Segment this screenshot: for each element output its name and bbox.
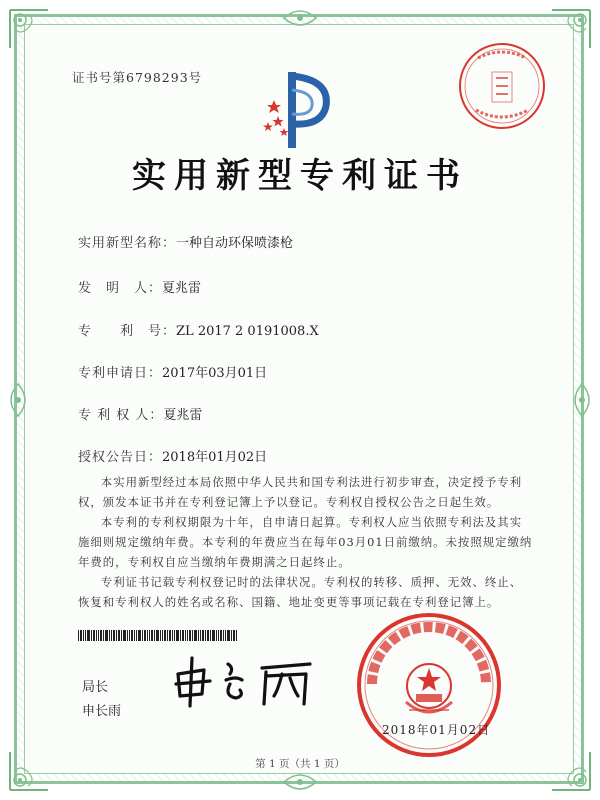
edge-ornament-icon: [572, 382, 592, 418]
page-number: 第 1 页（共 1 页）: [255, 758, 345, 770]
edge-ornament-icon: [8, 382, 28, 418]
field-label: 专利申请日：: [78, 366, 163, 381]
field-value: 一种自动环保喷漆枪: [176, 236, 294, 251]
field-label: 专 利 权 人：: [78, 408, 164, 423]
field-value: 2017年03月01日: [162, 366, 268, 381]
corner-ornament-icon: [548, 6, 594, 52]
body-text: [78, 472, 533, 612]
field-value: 2018年01月02日: [162, 450, 268, 465]
field-application-date: [78, 362, 267, 381]
corner-ornament-icon: [548, 748, 594, 794]
barcode: [78, 630, 238, 641]
issue-date: 2018年01月02日: [382, 723, 491, 737]
field-label: 实用新型名称：: [78, 236, 177, 251]
paragraph: 本专利的专利权期限为十年，自申请日起算。专利权人应当依照专利法及其实施细则规定缴纳年费。本专利的年费应当在每年03月01日前缴纳。未按照规定缴纳年费的，专利权自应当缴纳年费期满之日起终止。: [78, 515, 533, 569]
field-value: ZL 2017 2 0191008.X: [176, 324, 319, 339]
edge-ornament-icon: [282, 8, 318, 28]
patent-office-logo-icon: [262, 72, 332, 148]
field-utility-model-name: [78, 232, 293, 251]
certificate-number: 证书号第6798293号: [72, 70, 203, 85]
handwritten-signature-icon: [170, 650, 330, 710]
field-label: 授权公告日：: [78, 450, 163, 465]
edge-ornament-icon: [282, 772, 318, 792]
field-patent-number: [78, 320, 319, 339]
director-name: 申长雨: [82, 704, 122, 719]
field-value: 夏兆雷: [163, 408, 203, 423]
corner-ornament-icon: [6, 6, 52, 52]
field-value: 夏兆雷: [162, 281, 202, 296]
field-patentee: [78, 404, 202, 423]
paragraph: 专利证书记载专利权登记时的法律状况。专利权的转移、质押、无效、终止、恢复和专利权人的姓名或名称、国籍、地址变更等事项记载在专利登记簿上。: [78, 575, 523, 609]
field-inventor: [78, 277, 201, 296]
paragraph: 本实用新型经过本局依照中华人民共和国专利法进行初步审查，决定授予专利权，颁发本证书并在专利登记簿上予以登记。专利权自授权公告之日起生效。: [78, 475, 523, 509]
director-title: 局长: [82, 680, 109, 695]
certificate-title: 实用新型专利证书: [132, 156, 468, 196]
agency-stamp-icon: [456, 40, 548, 132]
field-grant-date: [78, 446, 267, 465]
field-label: 发 明 人：: [78, 281, 163, 296]
field-label: 专 利 号：: [78, 324, 177, 339]
corner-ornament-icon: [6, 748, 52, 794]
